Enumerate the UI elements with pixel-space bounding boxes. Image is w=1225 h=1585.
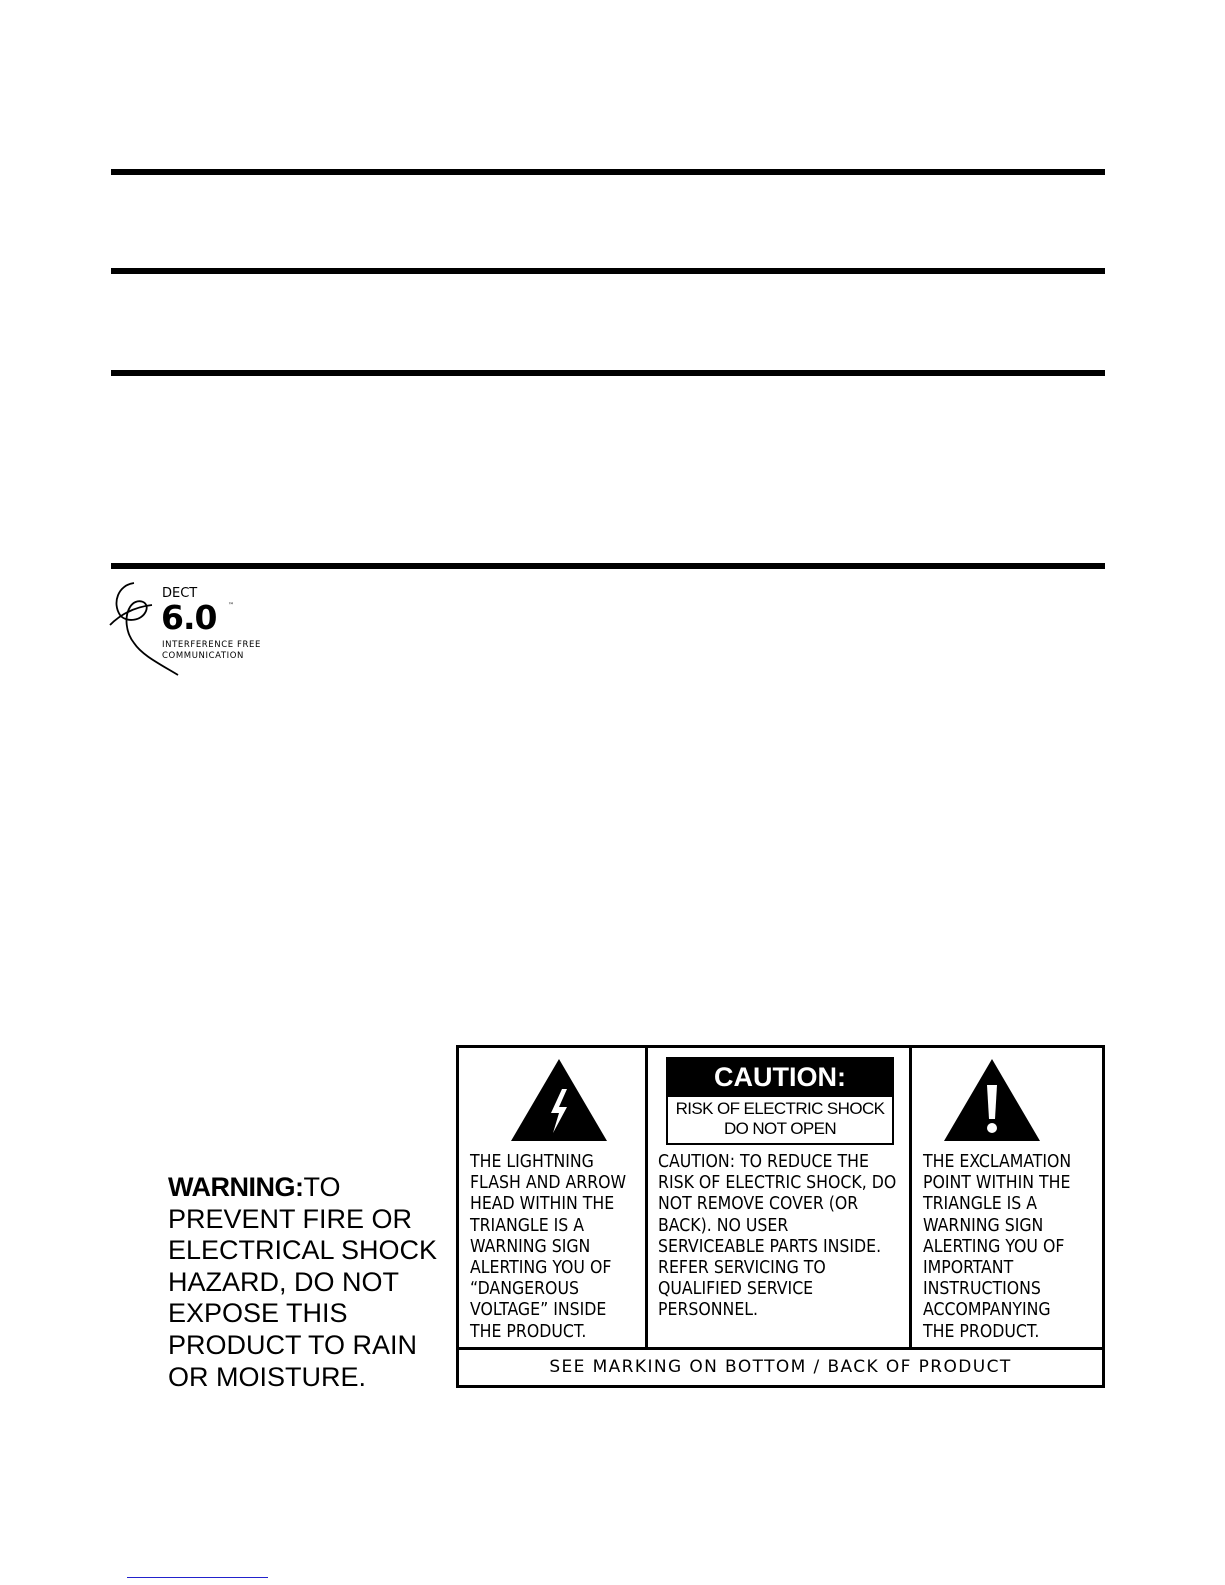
explanation-line: ALERTING YOU OF	[470, 1258, 612, 1279]
horizontal-rule	[111, 370, 1105, 376]
label-divider	[645, 1048, 648, 1347]
marking-notice: SEE MARKING ON BOTTOM / BACK OF PRODUCT	[549, 1357, 1012, 1377]
explanation-line: RISK OF ELECTRIC SHOCK, DO	[658, 1173, 897, 1194]
warning-line: HAZARD, DO NOT	[168, 1266, 400, 1297]
explanation-line: WARNING SIGN	[470, 1236, 591, 1257]
warning-line: PRODUCT TO RAIN	[168, 1329, 418, 1360]
horizontal-rule	[111, 169, 1105, 175]
explanation-line: REFER SERVICING TO	[658, 1258, 826, 1279]
warning-line	[168, 1172, 448, 1204]
explanation-line: THE LIGHTNING	[470, 1152, 594, 1172]
caution-label-box	[456, 1045, 1105, 1388]
explanation-line: THE PRODUCT.	[470, 1321, 587, 1342]
caution-subtitle-line-1: RISK OF ELECTRIC SHOCK	[675, 1099, 885, 1118]
dect-logo	[106, 577, 276, 687]
dect-tagline-line-2: COMMUNICATION	[162, 651, 245, 661]
explanation-line: IMPORTANT	[923, 1258, 1014, 1279]
trademark-symbol: ™	[228, 602, 234, 609]
caution-subtitle	[668, 1099, 892, 1139]
explanation-line: POINT WITHIN THE	[923, 1173, 1071, 1194]
dect-tagline-line-1: INTERFERENCE FREE	[162, 640, 261, 650]
explanation-line: CAUTION: TO REDUCE THE	[658, 1152, 869, 1172]
dect-word: DECT	[162, 586, 198, 601]
explanation-line: FLASH AND ARROW	[470, 1173, 627, 1194]
explanation-line: WARNING SIGN	[923, 1215, 1044, 1236]
explanation-line: “DANGEROUS	[470, 1279, 579, 1300]
explanation-line: INSTRUCTIONS	[923, 1279, 1041, 1300]
explanation-line: HEAD WITHIN THE	[470, 1194, 615, 1215]
horizontal-rule	[111, 563, 1105, 569]
explanation-line: TRIANGLE IS A	[470, 1215, 585, 1236]
explanation-line: BACK). NO USER	[658, 1215, 789, 1236]
explanation-line: THE EXCLAMATION	[923, 1152, 1072, 1172]
warning-line: OR MOISTURE.	[168, 1361, 367, 1392]
explanation-line: NOT REMOVE COVER (OR	[658, 1194, 859, 1215]
caution-title: CAUTION:	[668, 1059, 892, 1097]
lightning-triangle-icon	[507, 1055, 611, 1143]
explanation-line: VOLTAGE” INSIDE	[470, 1300, 607, 1321]
explanation-line: SERVICEABLE PARTS INSIDE.	[658, 1236, 882, 1257]
footer-link-underline[interactable]	[127, 1577, 268, 1578]
explanation-line: TRIANGLE IS A	[923, 1194, 1038, 1215]
caution-header	[666, 1057, 894, 1145]
caution-subtitle-line-2: DO NOT OPEN	[723, 1119, 837, 1138]
caution-explanation	[658, 1152, 896, 1322]
horizontal-rule	[111, 268, 1105, 274]
warning-label: WARNING:	[168, 1172, 304, 1202]
exclamation-explanation	[923, 1152, 1071, 1343]
warning-line-1-rest: TO	[303, 1172, 341, 1202]
label-divider	[459, 1347, 1102, 1350]
explanation-line: ALERTING YOU OF	[923, 1236, 1065, 1257]
warning-line: PREVENT FIRE OR	[168, 1203, 413, 1234]
explanation-line: PERSONNEL.	[658, 1300, 759, 1321]
lightning-explanation	[470, 1152, 626, 1343]
warning-line: EXPOSE THIS	[168, 1298, 348, 1329]
warning-notice	[168, 1172, 448, 1393]
exclamation-triangle-icon	[940, 1055, 1044, 1143]
dect-version: 6.0	[161, 598, 217, 637]
explanation-line: THE PRODUCT.	[923, 1321, 1040, 1342]
warning-line: ELECTRICAL SHOCK	[168, 1235, 438, 1266]
explanation-line: QUALIFIED SERVICE	[658, 1279, 814, 1300]
label-divider	[909, 1048, 912, 1347]
explanation-line: ACCOMPANYING	[923, 1300, 1051, 1321]
